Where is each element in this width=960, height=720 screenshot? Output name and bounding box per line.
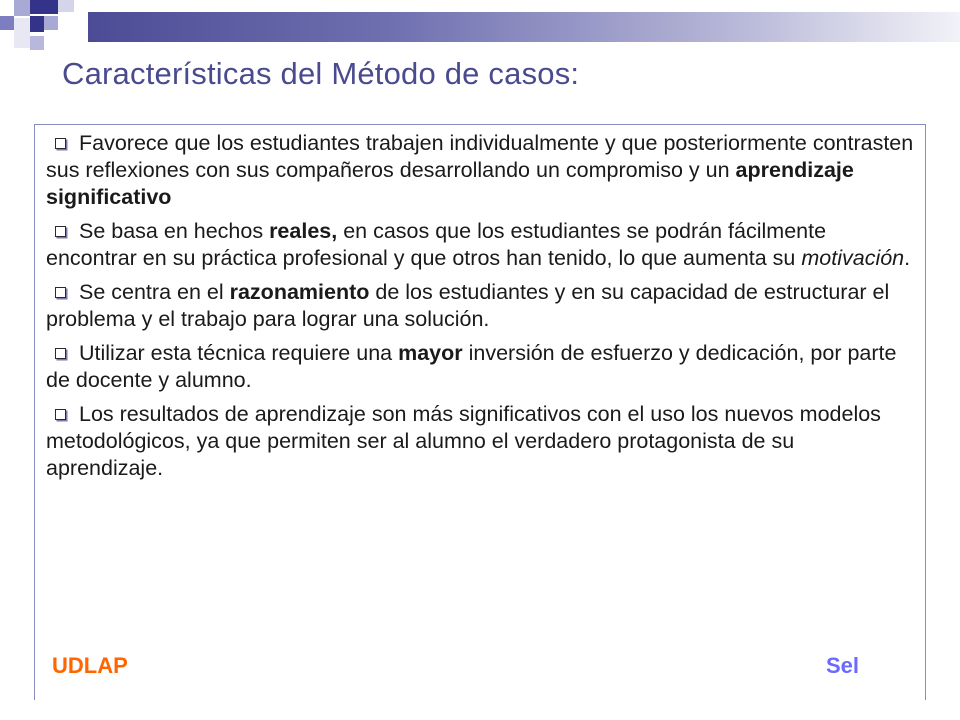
emphasis-text: reales, [269,219,338,243]
deco-square [14,18,30,48]
deco-square [0,16,14,30]
bullet-text: Los resultados de aprendizaje son más significativos con el uso los nuevos modelos metodológicos, ya que permiten ser al alumno el verdadero protagonista de su aprendizaje. [46,402,881,480]
bullet-item [46,218,916,272]
hollow-square-bullet-icon [55,226,66,237]
deco-square [44,16,58,30]
bullet-text: inversión de esfuerzo y dedicación, por parte de docente y alumno. [46,341,897,392]
bullet-text: Se centra en el [79,280,230,304]
bullet-text: . [904,246,911,270]
italic-text: motivación [801,246,905,270]
bullet-text: Utilizar esta técnica requiere una [79,341,399,365]
deco-square [30,0,58,14]
emphasis-text: mayor [398,341,463,365]
hollow-square-bullet-icon [55,287,66,298]
header-gradient-bar [88,12,960,42]
deco-square [58,0,74,12]
emphasis-text: razonamiento [229,280,370,304]
emphasis-text: aprendizaje significativo [46,158,854,209]
bullet-item [46,130,916,211]
hollow-square-bullet-icon [55,409,66,420]
deco-square [30,36,44,50]
bullet-item [46,401,916,482]
bullet-text: de los estudiantes y en su capacidad de estructurar el problema y el trabajo para lograr una solución. [46,280,890,331]
bullet-text: Favorece que los estudiantes trabajen individualmente y que posteriormente contrasten sus reflexiones con sus compañeros desarrollando un compromiso y un [46,131,914,182]
bullet-list [46,130,916,489]
deco-square [30,16,44,32]
bullet-text: Se basa en hechos [79,219,270,243]
bullet-item [46,340,916,394]
footer-logo-text: UDLAP [52,653,128,678]
hollow-square-bullet-icon [55,138,66,149]
deco-square [14,0,30,16]
hollow-square-bullet-icon [55,348,66,359]
bullet-text: en casos que los estudiantes se podrán fácilmente encontrar en su práctica profesional y que otros han tenido, lo que aumenta su [46,219,827,270]
bullet-item [46,279,916,333]
footer-tag-text: Sel [826,653,860,678]
slide-title: Características del Método de casos: [62,56,580,91]
